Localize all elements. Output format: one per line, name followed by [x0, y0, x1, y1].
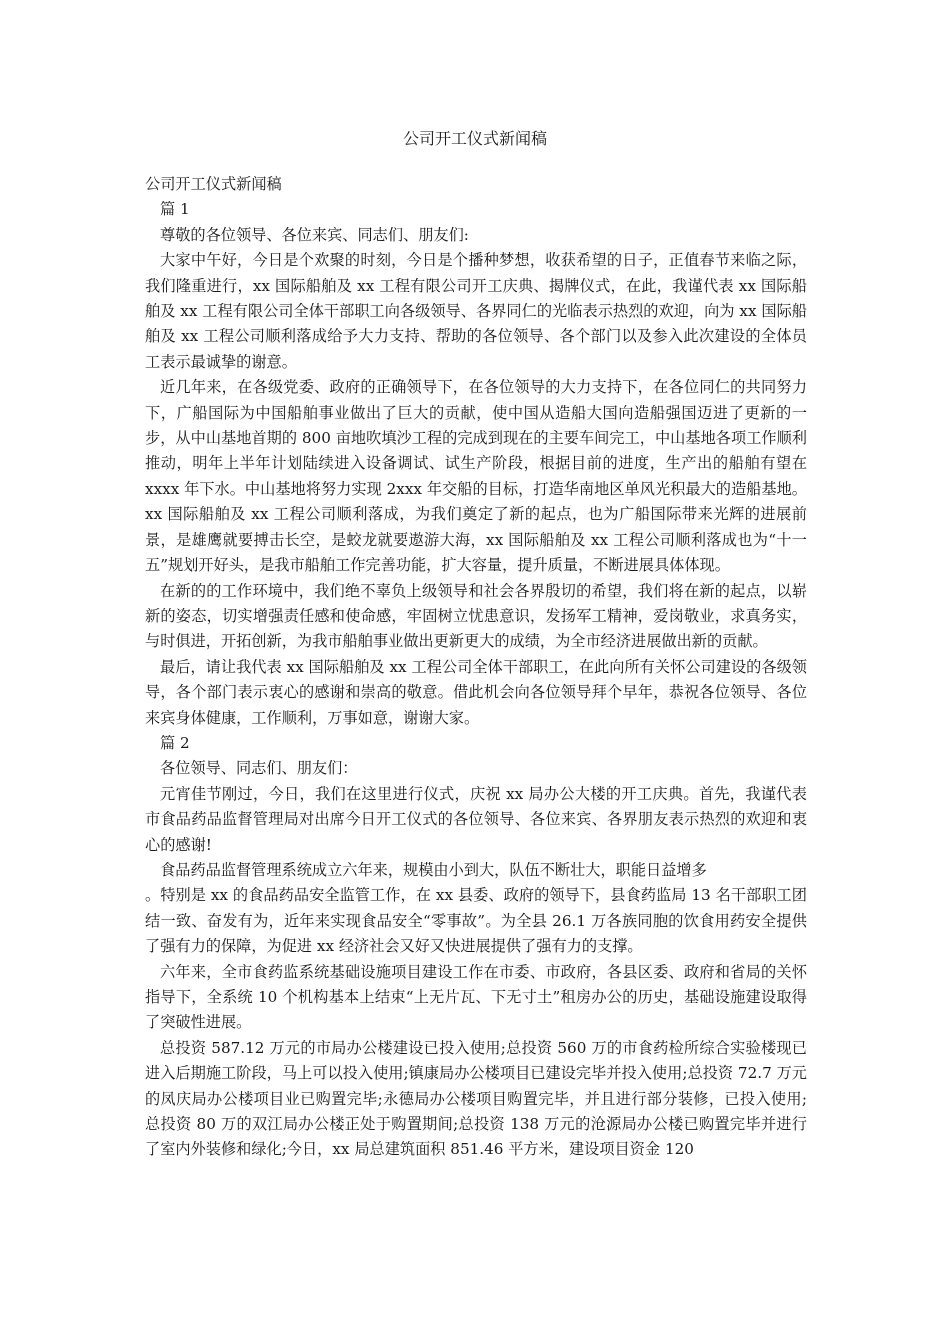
- paragraph: 食品药品监督管理系统成立六年来，规模由小到大，队伍不断壮大，职能日益增多: [160, 860, 707, 879]
- paragraph: 六年来，全市食药监系统基础设施项目建设工作在市委、市政府，各县区委、政府和省局的关怀指导下，全系统 10 个机构基本上结束“上无片瓦、下无寸土”租房办公的历史，基础设施建设取得了突破性进展。: [145, 962, 807, 1032]
- paragraph: 。特别是 xx 的食品药品安全监管工作，在 xx 县委、政府的领导下，县食药监局 13 名干部职工团结一致、奋发有为，近年来实现食品安全“零事故”。为全县 26.1 万各族同胞的饮食用药安全提供了强有力的保障，为促进 xx 经济社会又好又快进展提供了强有力的支撑。: [145, 886, 807, 956]
- document-body: [145, 172, 807, 1163]
- paragraph: 总投资 587.12 万元的市局办公楼建设已投入使用;总投资 560 万的市食药检所综合实验楼现已进入后期施工阶段，马上可以投入使用;镇康局办公楼项目已建设完毕并投入使用;总投资 72.7 万元的凤庆局办公楼项目业已购置完毕;永德局办公楼项目购置完毕，并且进行部分装修，已投入使用;总投资 80 万的双江局办公楼正处于购置期间;总投资 138 万元的沧源局办公楼已购置完毕并进行了室内外装修和绿化;今日，xx 局总建筑面积 851.46 平方米，建设项目资金 120: [145, 1038, 807, 1159]
- paragraph: 最后，请让我代表 xx 国际船舶及 xx 工程公司全体干部职工，在此向所有关怀公司建设的各级领导，各个部门表示衷心的感谢和崇高的敬意。借此机会向各位领导拜个早年，恭祝各位领导、各位来宾身体健康，工作顺利，万事如意，谢谢大家。: [145, 657, 807, 727]
- paragraph: 大家中午好，今日是个欢聚的时刻，今日是个播种梦想，收获希望的日子，正值春节来临之际，我们隆重进行，xx 国际船舶及 xx 工程有限公司开工庆典、揭牌仪式，在此，我谨代表 xx 国际船舶及 xx 工程有限公司全体干部职工向各级领导、各界同仁的光临表示热烈的欢迎，向为 xx 国际船舶及 xx 工程公司顺利落成给予大力支持、帮助的各位领导、各个部门以及参入此次建设的全体员工表示最诚挚的谢意。: [145, 251, 807, 371]
- paragraph: 各位领导、同志们、朋友们：: [160, 759, 358, 778]
- paragraph: 公司开工仪式新闻稿: [145, 175, 282, 193]
- paragraph: 近几年来，在各级党委、政府的正确领导下，在各位领导的大力支持下，在各位同仁的共同努力下，广船国际为中国船舶事业做出了巨大的贡献，使中国从造船大国向造船强国迈进了更新的一步，从中山基地首期的 800 亩地吹填沙工程的完成到现在的主要车间完工，中山基地各项工作顺利推动，明年上半年计划陆续进入设备调试、试生产阶段，根据目前的进度，生产出的船舶有望在 xxxx 年下水。中山基地将努力实现 2xxx 年交船的目标，打造华南地区单风光积最大的造船基地。xx 国际船舶及 xx 工程公司顺利落成，为我们奠定了新的起点，也为广船国际带来光辉的进展前景，是雄鹰就要搏击长空，是蛟龙就要遨游大海，xx 国际船舶及 xx 工程公司顺利落成也为“十一五”规划开好头，是我市船舶工作完善功能，扩大容量，提升质量，不断进展具体体现。: [145, 378, 807, 575]
- paragraph: 篇 1: [160, 200, 190, 219]
- paragraph: 在新的的工作环境中，我们绝不辜负上级领导和社会各界殷切的希望，我们将在新的起点，以崭新的姿态，切实增强责任感和使命感，牢固树立忧患意识，发扬军工精神，爱岗敬业，求真务实，与时俱进，开拓创新，为我市船舶事业做出更新更大的成绩，为全市经济进展做出新的贡献。: [145, 581, 807, 651]
- paragraph: 尊敬的各位领导、各位来宾、同志们、朋友们:: [160, 225, 469, 244]
- paragraph: 元宵佳节刚过，今日，我们在这里进行仪式，庆祝 xx 局办公大楼的开工庆典。首先，我谨代表市食品药品监督管理局对出席今日开工仪式的各位领导、各位来宾、各界朋友表示热烈的欢迎和衷心的感谢!: [145, 784, 807, 854]
- paragraph: 篇 2: [160, 733, 190, 752]
- document-title: 公司开工仪式新闻稿: [402, 129, 547, 148]
